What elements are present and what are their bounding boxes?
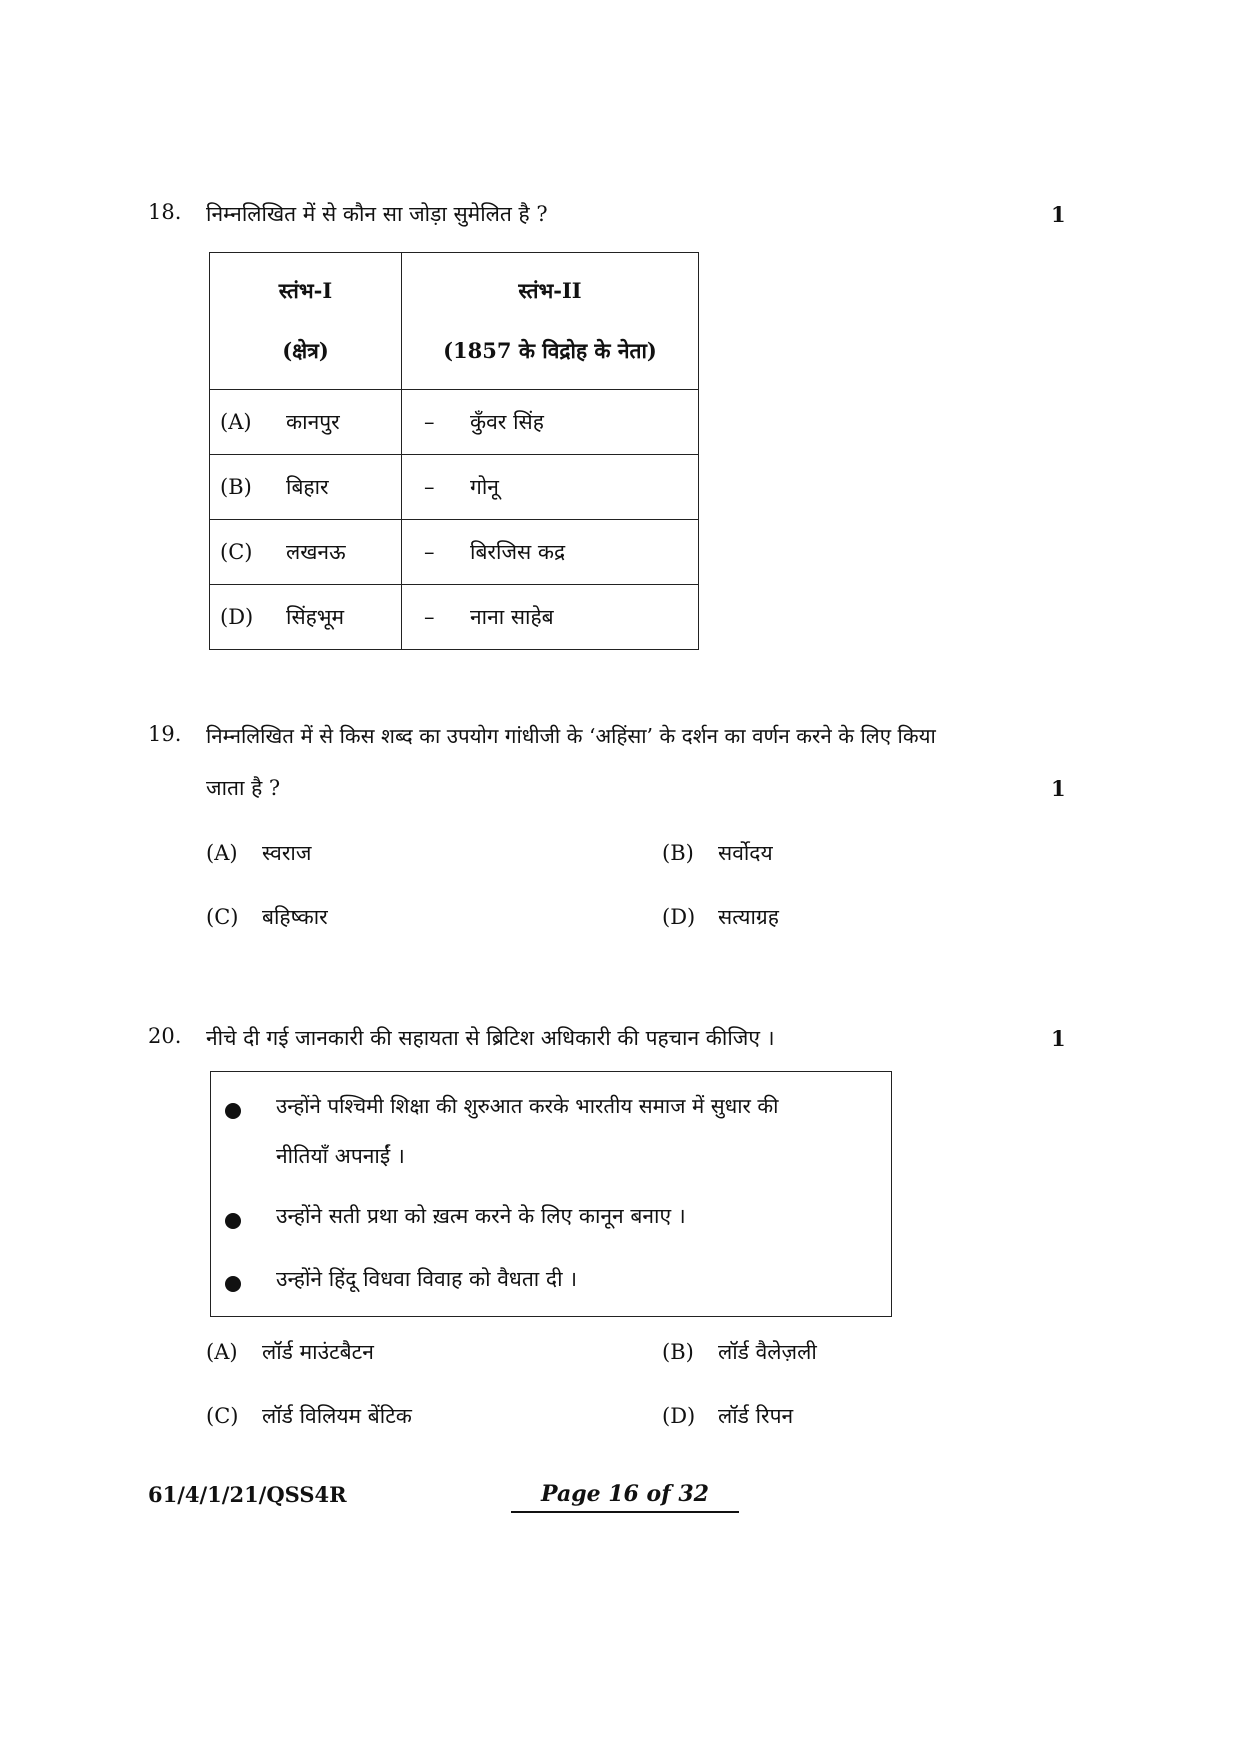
info-point-continued: नीतियाँ अपनाईं । [276,1144,405,1168]
option-d[interactable] [662,903,779,931]
column-subtitle: (1857 के विद्रोह के नेता) [443,338,657,363]
column-header [402,253,699,390]
option-label: (B) [662,1340,694,1364]
option-b[interactable] [662,839,773,867]
dash: – [424,605,435,629]
region-cell: सिंहभूम [286,605,345,629]
region-cell: लखनऊ [286,540,346,564]
option-label: (C) [206,1404,239,1428]
leader-cell: बिरजिस कद्र [470,540,566,564]
leader-cell: नाना साहेब [470,605,554,629]
option-text: सर्वोदय [718,841,773,865]
option-label: (D) [662,905,696,929]
option-text: लॉर्ड वैलेज़ली [718,1340,817,1364]
bullet-icon [225,1213,241,1229]
info-box [210,1071,892,1317]
option-a[interactable] [206,839,311,867]
option-text: स्वराज [262,841,312,865]
question-marks: 1 [1051,776,1066,801]
table-row [210,520,699,585]
option-d[interactable] [662,1402,793,1430]
option-text: लॉर्ड विलियम बेंटिक [262,1404,412,1428]
option-label: (C) [206,905,239,929]
question-number: 18. [148,200,182,224]
match-table [209,252,699,650]
option-label: (A) [206,841,238,865]
column-subtitle: (क्षेत्र) [282,338,329,363]
column-header [210,253,402,390]
option-label: (A) [206,1340,238,1364]
bullet-icon [225,1103,241,1119]
option-text: बहिष्कार [262,905,328,929]
table-row [210,455,699,520]
option-text: लॉर्ड माउंटबैटन [262,1340,374,1364]
info-point: उन्होंने हिंदू विधवा विवाह को वैधता दी । [276,1267,578,1291]
bullet-icon [225,1276,241,1292]
info-point: उन्होंने सती प्रथा को ख़त्म करने के लिए कानून बनाए । [276,1204,686,1228]
option-c[interactable] [206,903,328,931]
leader-cell: कुँवर सिंह [470,410,544,434]
option-label: (B) [662,841,694,865]
question-marks: 1 [1051,202,1066,227]
question-marks: 1 [1051,1026,1066,1051]
option-b[interactable] [662,1338,817,1366]
paper-code: 61/4/1/21/QSS4R [148,1482,347,1507]
dash: – [424,540,435,564]
row-label: (A) [220,410,252,434]
question-number: 19. [148,722,182,746]
info-point: उन्होंने पश्चिमी शिक्षा की शुरुआत करके भारतीय समाज में सुधार की [276,1094,779,1118]
option-label: (D) [662,1404,696,1428]
option-text: सत्याग्रह [718,905,779,929]
column-title: स्तंभ-I [278,278,333,303]
row-label: (C) [220,540,253,564]
page-number: Page 16 of 32 [541,1481,709,1507]
column-title: स्तंभ-II [518,278,582,303]
option-text: लॉर्ड रिपन [718,1404,794,1428]
region-cell: बिहार [286,475,329,499]
row-label: (D) [220,605,254,629]
question-text-continued: जाता है ? [206,776,281,800]
row-label: (B) [220,475,252,499]
leader-cell: गोनू [470,475,499,499]
question-text: निम्नलिखित में से किस शब्द का उपयोग गांधीजी के ‘अहिंसा’ के दर्शन का वर्णन करने के लिए किया [206,724,936,748]
question-text: निम्नलिखित में से कौन सा जोड़ा सुमेलित है ? [206,202,548,226]
dash: – [424,475,435,499]
question-number: 20. [148,1024,182,1048]
dash: – [424,410,435,434]
page-number-underline [511,1511,739,1513]
question-text: नीचे दी गई जानकारी की सहायता से ब्रिटिश अधिकारी की पहचान कीजिए । [206,1026,775,1050]
region-cell: कानपुर [286,410,340,434]
table-row [210,390,699,455]
option-a[interactable] [206,1338,374,1366]
option-c[interactable] [206,1402,412,1430]
table-row [210,585,699,650]
